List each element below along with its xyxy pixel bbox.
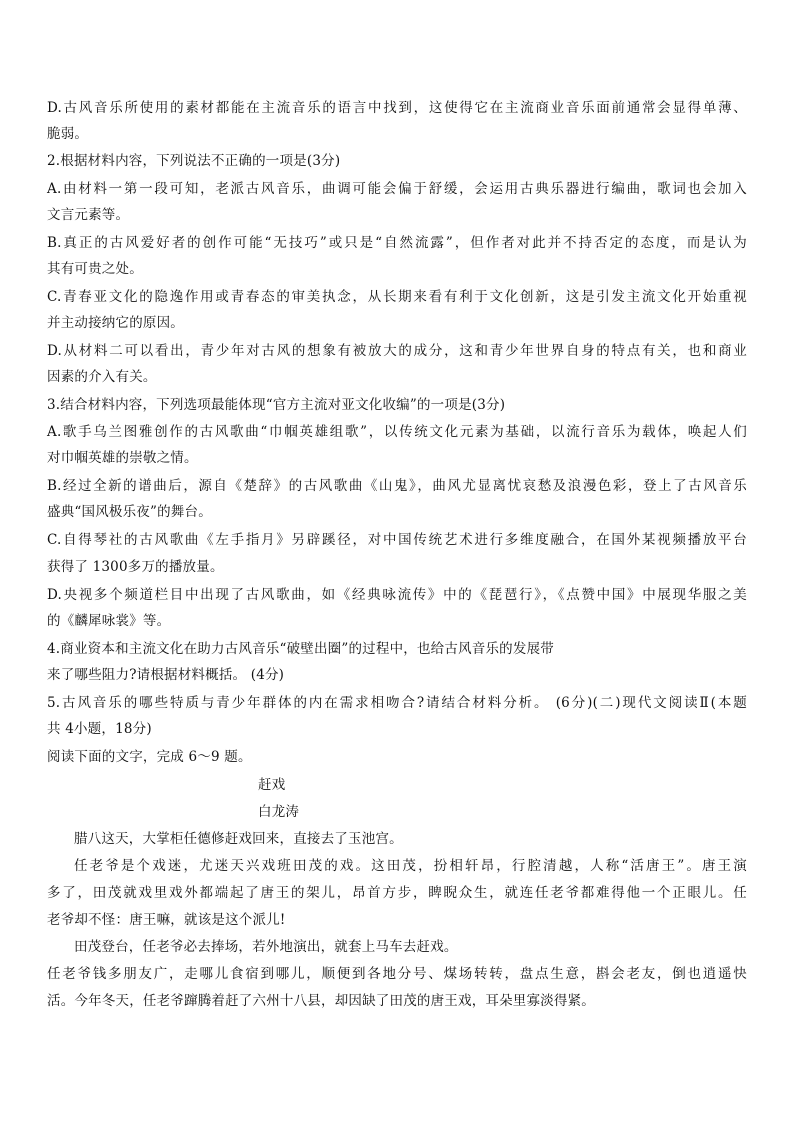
text-line: 因素的介入有关。: [47, 369, 157, 385]
question-4-stem: 4.商业资本和主流文化在助力古风音乐“破壁出圈”的过程中，也给古风音乐的发展带: [47, 641, 554, 657]
text-line: D.古风音乐所使用的素材都能在主流音乐的语言中找到，这使得它在主流商业音乐面前通常会显得单薄、: [47, 100, 747, 116]
text-line: A.歌手乌兰图雅创作的古风歌曲“巾帼英雄组歌”，以传统文化元素为基础，以流行音乐为载体，唤起人们: [47, 424, 747, 440]
text-line: 并主动接纳它的原因。: [47, 315, 184, 331]
text-line: 脆弱。: [47, 126, 89, 142]
question-3-stem: 3.结合材料内容，下列选项最能体现“官方主流对亚文化收编”的一项是(3分): [47, 397, 506, 413]
question-2-stem: 2.根据材料内容，下列说法不正确的一项是(3分): [47, 153, 341, 169]
text-line: 对巾帼英雄的崇敬之情。: [47, 450, 198, 466]
paragraph-start: 任老爷是个戏迷，尤迷天兴戏班田茂的戏。这田茂，扮相轩昂，行腔清越，人称“活唐王”。唐王演: [74, 858, 747, 874]
paragraph-start: 田茂登台，任老爷必去捧场，若外地演出，就套上马车去赶戏。: [74, 939, 458, 955]
text-line: 活。今年冬天，任老爷蹿腾着赶了六州十八县，却因缺了田茂的唐王戏，耳朵里寡淡得紧。: [47, 993, 595, 1009]
text-line: 盛典“国风极乐夜”的舞台。: [47, 504, 212, 520]
text-line: 文言元素等。: [47, 207, 130, 223]
story-author: 白龙涛: [258, 804, 300, 820]
text-line: 来了哪些阻力?请根据材料概括。 (4分): [47, 667, 285, 683]
question-5-stem: 5.古风音乐的哪些特质与青少年群体的内在需求相吻合?请结合材料分析。 (6分)(二)现代文阅读Ⅱ(本题: [47, 695, 747, 711]
text-line: 共 4小题，18分): [47, 721, 152, 737]
text-line: 多了，田茂就戏里戏外都端起了唐王的架儿，昂首方步，睥睨众生，就连任老爷都难得他一个正眼儿。任: [47, 885, 747, 901]
text-line: A.由材料一第一段可知，老派古风音乐，曲调可能会偏于舒缓，会运用古典乐器进行编曲，歌词也会加入: [47, 181, 747, 197]
text-line: 的《麟犀咏裳》等。: [47, 613, 171, 629]
reading-instruction: 阅读下面的文字，完成 6～9 题。: [47, 749, 252, 765]
text-line: 其有可贵之处。: [47, 261, 143, 277]
text-line: C.青春亚文化的隐逸作用或青春态的审美执念，从长期来看有利于文化创新，这是引发主流文化开始重视: [47, 289, 747, 305]
text-line: 获得了 1300多万的播放量。: [47, 559, 224, 575]
paragraph-start: 腊八这天，大掌柜任德修赶戏回来，直接去了玉池宫。: [74, 831, 403, 847]
text-line: B.真正的古风爱好者的创作可能“无技巧”或只是“自然流露”，但作者对此并不持否定的态度，而是认为: [47, 235, 747, 251]
text-line: 任老爷钱多朋友广，走哪儿食宿到哪儿，顺便到各地分号、煤场转转，盘点生意，斟会老友，倒也逍遥快: [47, 966, 747, 982]
text-line: D.从材料二可以看出，青少年对古风的想象有被放大的成分，这和青少年世界自身的特点有关，也和商业: [47, 343, 747, 359]
text-line: C.自得琴社的古风歌曲《左手指月》另辟蹊径，对中国传统艺术进行多维度融合，在国外某视频播放平台: [47, 532, 747, 548]
text-line: 老爷却不怪：唐王嘛，就该是这个派儿!: [47, 912, 286, 928]
story-title: 赶戏: [258, 777, 286, 793]
text-line: B.经过全新的谱曲后，源自《楚辞》的古风歌曲《山鬼》，曲风尤显离忧哀愁及浪漫色彩，登上了古风音乐: [47, 478, 747, 494]
text-line: D.央视多个频道栏目中出现了古风歌曲，如《经典咏流传》中的《琵琶行》，《点赞中国》中展现华服之美: [47, 587, 747, 603]
